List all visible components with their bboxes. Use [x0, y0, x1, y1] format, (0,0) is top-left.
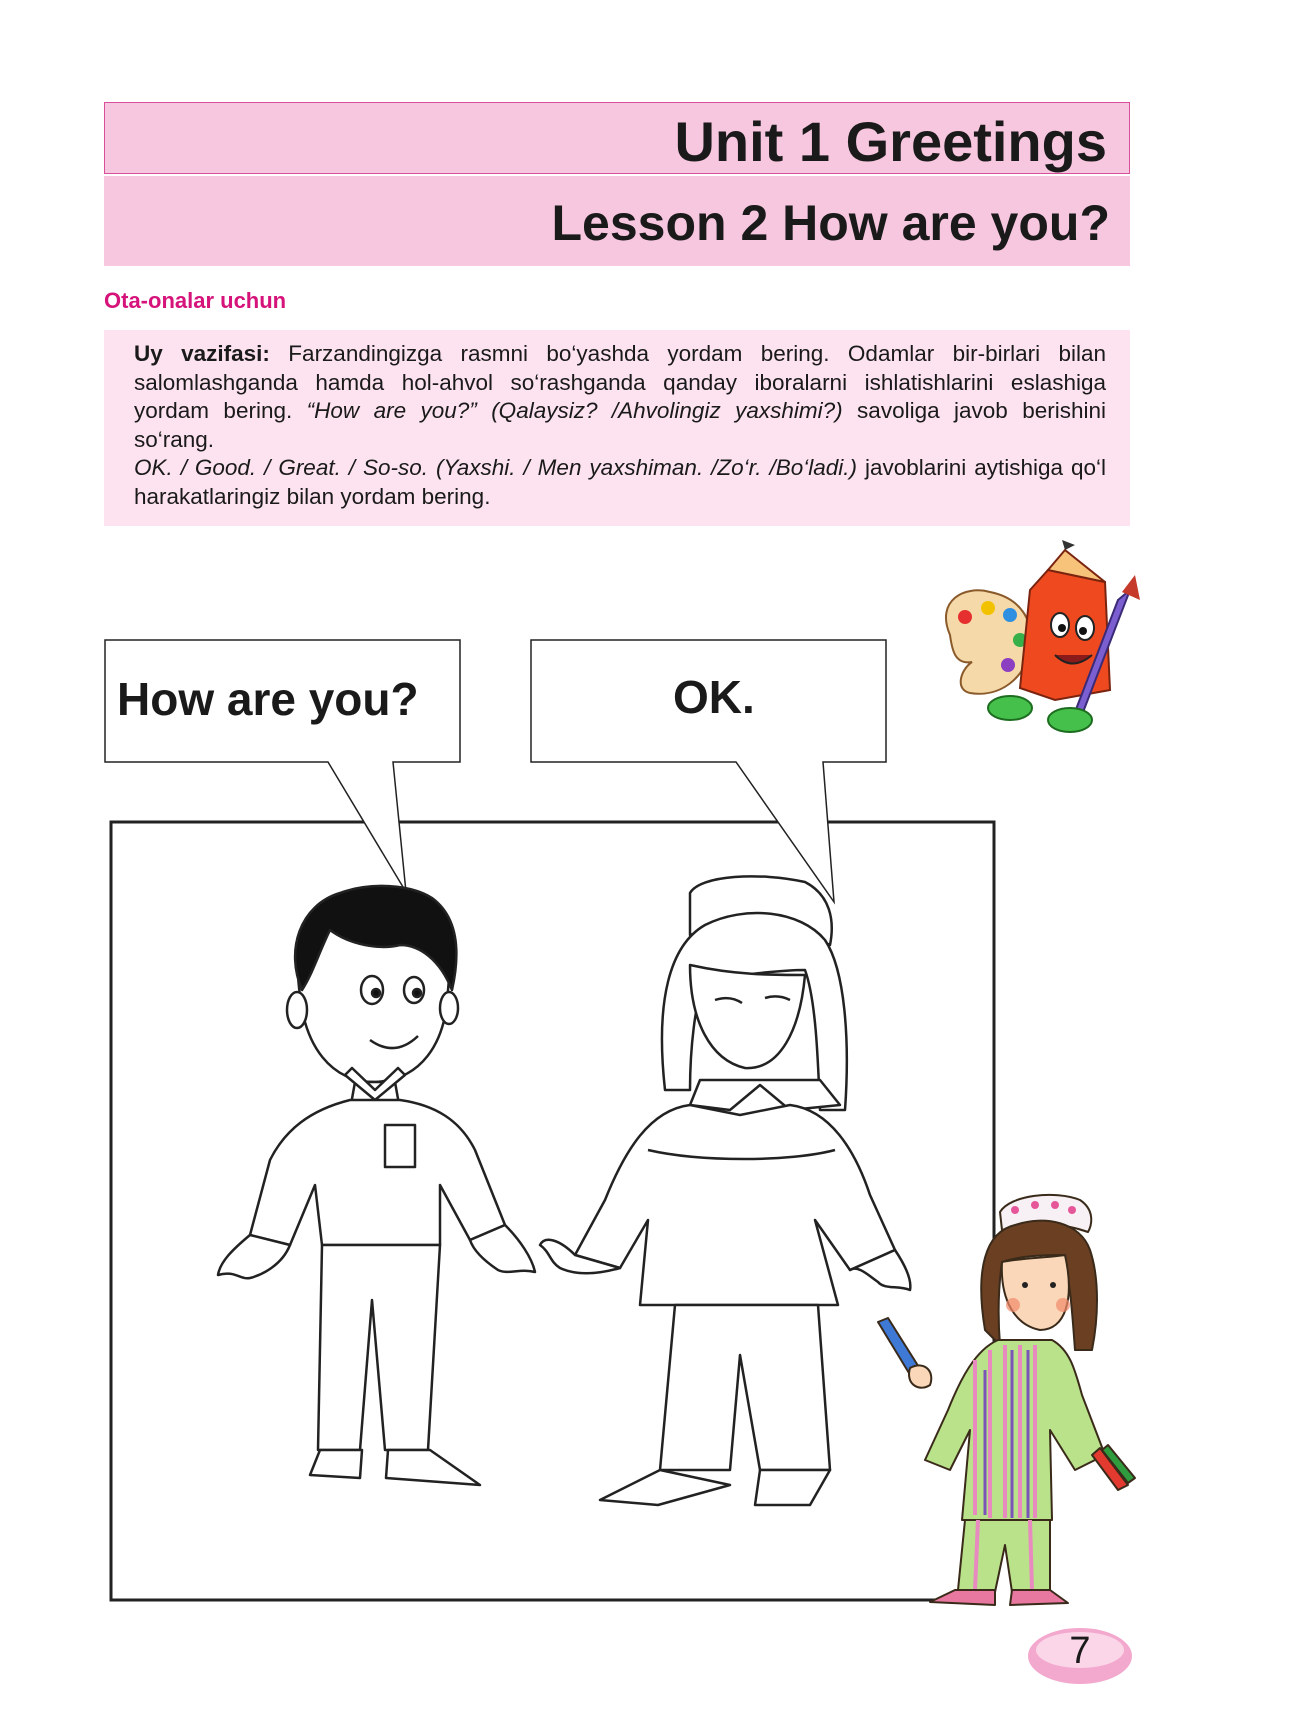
page-number: 7 — [1069, 1630, 1091, 1672]
answer-examples: OK. / Good. / Great. / So-so. (Yaxshi. / Men yaxshiman. /Zo‘r. /Bo‘ladi.) — [134, 455, 858, 481]
boy-figure — [218, 886, 535, 1485]
answer-tail: javoblarini aytishiga qo‘l harakatlaringiz bilan yordam bering. — [134, 455, 1106, 509]
homework-instructions: Farzandingizga rasmni bo‘yashda yordam bering. Odamlar bir-birlari bilan salomlashganda hamda hol-ahvol so‘rashganda qanday iboralarni ishlatishlarini eslashiga yordam bering. — [134, 341, 1106, 424]
colored-girl-figure — [878, 1195, 1135, 1605]
unit-title: Unit 1 Greetings — [674, 110, 1107, 173]
girl-figure — [540, 876, 910, 1505]
bubble-right-text: OK. — [673, 671, 755, 723]
bubble-left-text: How are you? — [117, 673, 419, 725]
question-example: “How are you?” (Qalaysiz? /Ahvolingiz yaxshimi?) — [306, 398, 843, 424]
parents-heading: Ota-onalar uchun — [104, 288, 287, 313]
palette-pencil-mascot-icon — [946, 540, 1140, 732]
question-tail: savoliga javob berishini so‘rang. — [134, 398, 1107, 452]
lesson-title: Lesson 2 How are you? — [551, 195, 1110, 251]
homework-label: Uy vazifasi: — [134, 341, 270, 366]
